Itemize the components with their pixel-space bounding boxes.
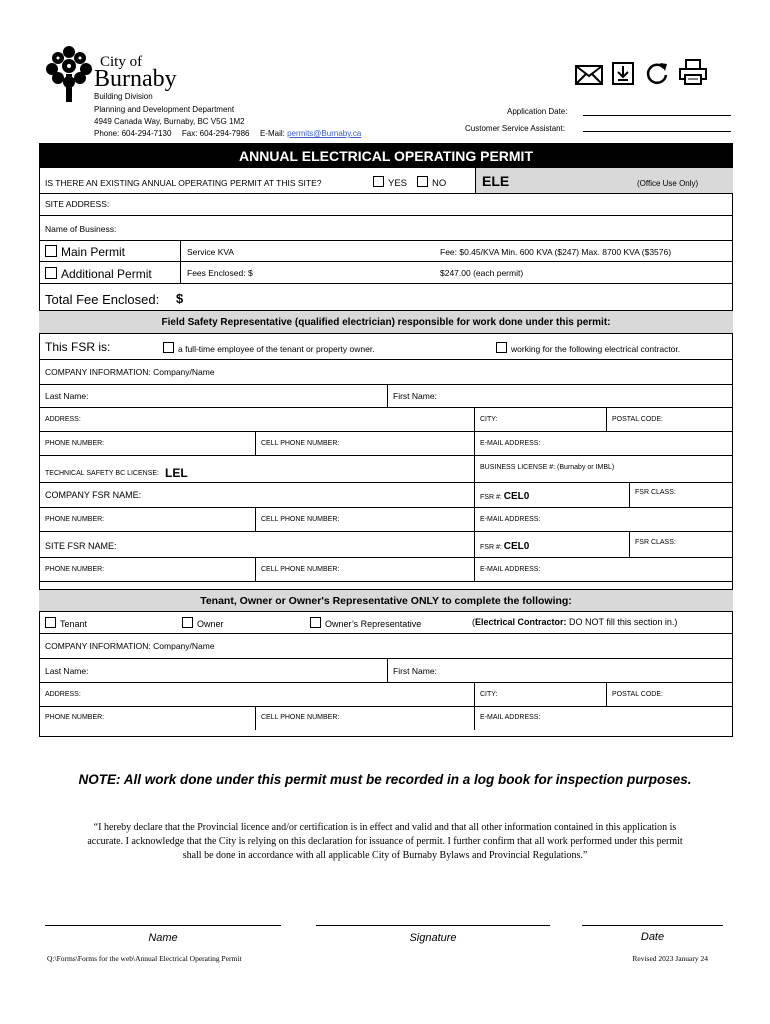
additional-permit-row <box>39 262 733 284</box>
fee-rate-text: Fee: $0.45/KVA Min. 600 KVA ($247) Max. 8700 KVA ($3576) <box>440 247 672 257</box>
owner-label: Owner <box>197 619 224 629</box>
fsr-contractor-option[interactable] <box>496 342 680 354</box>
existing-question: IS THERE AN EXISTING ANNUAL OPERATING PERMIT AT THIS SITE? <box>45 178 322 188</box>
company-fsr-phone-row <box>39 508 733 532</box>
logo-city-of: City of <box>100 54 143 70</box>
declaration-line-3: shall be done in accordance with all applicable City of Burnaby Bylaws and Provincial Regulations.” <box>182 850 588 861</box>
owner-company-info-row[interactable] <box>39 634 733 659</box>
postal-code-label[interactable]: POSTAL CODE: <box>612 691 663 698</box>
tenant-checkbox[interactable] <box>45 617 56 628</box>
name-field[interactable] <box>45 915 281 926</box>
fsr-employee-label: a full-time employee of the tenant or property owner. <box>178 344 375 354</box>
first-name-label[interactable]: First Name: <box>393 391 437 401</box>
business-name-label: Name of Business: <box>45 224 117 234</box>
declaration-line-1: “I hereby declare that the Provincial licence and/or certification is in effect and valid and that all other information contained in this application is <box>93 822 677 833</box>
cell-phone-label[interactable]: CELL PHONE NUMBER: <box>261 516 340 523</box>
fsr-employee-option[interactable] <box>163 342 375 354</box>
tree-logo-icon <box>44 44 94 102</box>
fsr-section-title: Field Safety Representative (qualified electrician) responsible for work done under this permit: <box>161 317 611 328</box>
application-date-field[interactable] <box>583 105 731 116</box>
footer-path: Q:\Forms\Forms for the web\Annual Electrical Operating Permit <box>47 954 242 963</box>
footer-revised: Revised 2023 January 24 <box>632 954 708 963</box>
site-fsr-number-field[interactable] <box>480 541 529 552</box>
main-permit-checkbox[interactable] <box>45 245 57 257</box>
company-fsr-number-field[interactable] <box>480 491 529 502</box>
reset-button[interactable] <box>644 60 670 86</box>
service-kva-label: Service KVA <box>187 247 235 257</box>
site-fsr-phone-row <box>39 558 733 582</box>
print-icon <box>678 58 708 86</box>
cel0-prefix: CEL0 <box>503 541 530 552</box>
address-label[interactable]: ADDRESS: <box>45 416 81 423</box>
email-address-label[interactable]: E-MAIL ADDRESS: <box>480 516 541 523</box>
date-caption: Date <box>640 931 665 943</box>
signature-caption: Signature <box>409 932 457 944</box>
postal-code-label[interactable]: POSTAL CODE: <box>612 416 663 423</box>
company-info-label: COMPANY INFORMATION: Company/Name <box>45 641 215 651</box>
additional-permit-option[interactable] <box>45 267 152 281</box>
phone-row <box>39 432 733 456</box>
additional-permit-label: Additional Permit <box>61 267 152 281</box>
owner-checkbox[interactable] <box>182 617 193 628</box>
main-permit-label: Main Permit <box>61 245 126 259</box>
site-fsr-label[interactable]: SITE FSR NAME: <box>45 541 117 551</box>
email-address-label[interactable]: E-MAIL ADDRESS: <box>480 714 541 721</box>
tenant-label: Tenant <box>60 619 88 629</box>
company-fsr-row <box>39 483 733 508</box>
signature-field[interactable] <box>316 915 550 926</box>
rep-option[interactable] <box>310 617 421 629</box>
company-fsr-label[interactable]: COMPANY FSR NAME: <box>45 490 142 500</box>
each-permit-text: $247.00 (each permit) <box>440 268 524 278</box>
reset-icon <box>644 60 670 86</box>
cell-phone-label[interactable]: CELL PHONE NUMBER: <box>261 714 340 721</box>
form-title: ANNUAL ELECTRICAL OPERATING PERMIT <box>39 143 733 168</box>
total-fee-label: Total Fee Enclosed: <box>45 292 160 307</box>
existing-no-option[interactable] <box>417 176 446 189</box>
email-link[interactable]: permits@Burnaby.ca <box>287 129 362 138</box>
fsr-number-label: FSR #: <box>480 544 502 551</box>
fees-enclosed-label: Fees Enclosed: $ <box>187 268 253 278</box>
owner-phone-row <box>39 707 733 730</box>
phone-label[interactable]: PHONE NUMBER: <box>45 440 105 447</box>
tsbc-license-label[interactable]: TECHNICAL SAFETY BC LICENSE: <box>45 470 159 477</box>
owner-name-row <box>39 659 733 683</box>
rep-label: Owner’s Representative <box>325 619 422 629</box>
business-license-note: (Burnaby or IMBL) <box>557 464 615 471</box>
additional-permit-checkbox[interactable] <box>45 267 57 279</box>
email-label: E-Mail: <box>259 129 285 138</box>
owner-section-title: Tenant, Owner or Owner's Representative ONLY to complete the following: <box>200 595 572 607</box>
site-fsr-class-label[interactable]: FSR CLASS: <box>635 539 676 546</box>
business-license-field[interactable] <box>480 464 614 471</box>
fax-text: Fax: 604-294-7986 <box>181 129 250 138</box>
cell-phone-label[interactable]: CELL PHONE NUMBER: <box>261 440 340 447</box>
total-fee-dollar: $ <box>176 291 184 306</box>
contact-line <box>94 129 361 138</box>
print-button[interactable] <box>678 58 708 86</box>
address-label[interactable]: ADDRESS: <box>45 691 81 698</box>
logo-burnaby: Burnaby <box>94 66 177 92</box>
rep-checkbox[interactable] <box>310 617 321 628</box>
last-name-label[interactable]: Last Name: <box>45 391 89 401</box>
yes-checkbox[interactable] <box>373 176 384 187</box>
existing-permit-row <box>39 168 733 194</box>
lel-prefix: LEL <box>165 466 188 480</box>
phone-label[interactable]: PHONE NUMBER: <box>45 516 105 523</box>
business-license-label: BUSINESS LICENSE #: <box>480 464 556 471</box>
email-button[interactable] <box>574 60 604 86</box>
contractor-note: (Electrical Contractor: DO NOT fill this section in.) <box>472 617 678 627</box>
department-name: Planning and Development Department <box>94 105 235 114</box>
application-date-label: Application Date: <box>507 107 568 116</box>
city-label[interactable]: CITY: <box>480 691 498 698</box>
permit-code: ELE <box>482 173 510 189</box>
cell-phone-label[interactable]: CELL PHONE NUMBER: <box>261 566 340 573</box>
city-label[interactable]: CITY: <box>480 416 498 423</box>
company-fsr-class-label[interactable]: FSR CLASS: <box>635 489 676 496</box>
office-address: 4949 Canada Way, Burnaby, BC V5G 1M2 <box>94 117 245 126</box>
main-permit-row <box>39 241 733 262</box>
fsr-section-header <box>39 311 733 334</box>
fsr-number-label: FSR #: <box>480 494 502 501</box>
this-fsr-row <box>39 334 733 360</box>
save-button[interactable] <box>610 60 636 86</box>
total-fee-row[interactable] <box>39 284 733 311</box>
main-permit-option[interactable] <box>45 245 125 259</box>
company-info-label: COMPANY INFORMATION: Company/Name <box>45 367 215 377</box>
declaration <box>30 821 740 863</box>
division-name: Building Division <box>94 92 153 101</box>
name-caption: Name <box>148 932 178 944</box>
office-use-label: (Office Use Only) <box>637 179 699 188</box>
phone-label[interactable]: PHONE NUMBER: <box>45 714 105 721</box>
license-row <box>39 456 733 483</box>
site-address-label: SITE ADDRESS: <box>45 199 110 209</box>
owner-address-row <box>39 683 733 707</box>
declaration-line-2: accurate. I acknowledge that the City is relying on this declaration for issuance of permit. I further confirm that all work performed under this permit <box>87 836 683 847</box>
existing-yes-option[interactable] <box>373 176 407 189</box>
fsr-contractor-checkbox[interactable] <box>496 342 507 353</box>
last-name-label[interactable]: Last Name: <box>45 666 89 676</box>
company-info-row[interactable] <box>39 360 733 385</box>
date-field[interactable] <box>582 915 723 926</box>
fsr-contractor-label: working for the following electrical contractor. <box>511 344 681 354</box>
csa-label: Customer Service Assistant: <box>465 124 566 133</box>
email-icon <box>574 60 604 86</box>
email-address-label[interactable]: E-MAIL ADDRESS: <box>480 440 541 447</box>
no-checkbox[interactable] <box>417 176 428 187</box>
spacer-row <box>39 582 733 590</box>
owner-section-header <box>39 590 733 612</box>
phone-label[interactable]: PHONE NUMBER: <box>45 566 105 573</box>
phone-text: Phone: 604-294-7130 <box>94 129 172 138</box>
save-icon <box>610 60 636 86</box>
email-address-label[interactable]: E-MAIL ADDRESS: <box>480 566 541 573</box>
this-fsr-label: This FSR is: <box>45 340 111 354</box>
tenant-option[interactable] <box>45 617 87 629</box>
no-label: NO <box>432 178 447 189</box>
business-name-row[interactable] <box>39 216 733 241</box>
cel0-prefix: CEL0 <box>503 491 530 502</box>
address-row <box>39 408 733 432</box>
site-address-row[interactable] <box>39 194 733 216</box>
csa-field[interactable] <box>583 121 731 132</box>
log-book-note: NOTE: All work done under this permit must be recorded in a log book for inspection purposes. <box>78 772 692 787</box>
first-name-label[interactable]: First Name: <box>393 666 437 676</box>
yes-label: YES <box>388 178 408 189</box>
name-row <box>39 385 733 408</box>
owner-type-row <box>39 612 733 634</box>
owner-option[interactable] <box>182 617 224 629</box>
site-fsr-row <box>39 532 733 558</box>
fsr-employee-checkbox[interactable] <box>163 342 174 353</box>
